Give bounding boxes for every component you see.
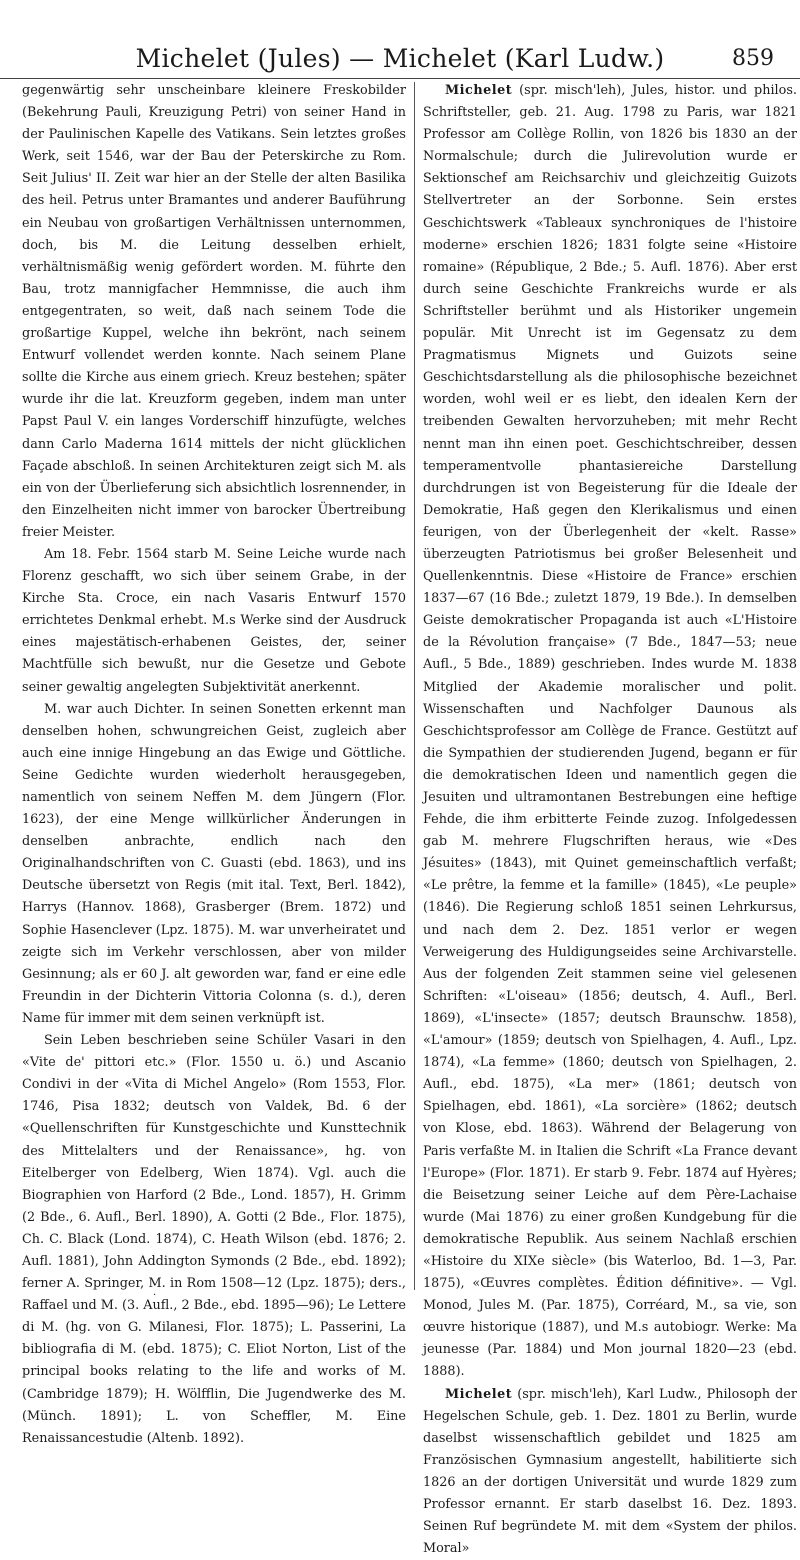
running-head: Michelet (Jules) — Michelet (Karl Ludw.) bbox=[135, 44, 665, 73]
left-column bbox=[22, 80, 406, 1446]
entry-text-michelet-karl: (spr. misch'leh), Karl Ludw., Philosoph der Hegelschen Schule, geb. 1. Dez. 1801 zu Berlin, wurde daselbst wissenschaftlich gebildet und 1825 am Französischen Gymnasium angestellt, habilitierte sich 1826 an der dortigen Universität und wurde 1829 zum Professor ernannt. Er starb daselbst 16. Dez. 1893. Seinen Ruf begründete M. mit dem «System der philos. Moral» bbox=[423, 1386, 797, 1557]
entry-michelet-jules bbox=[423, 80, 797, 1384]
page-number: 859 bbox=[732, 46, 774, 71]
left-paragraph-bibliography: Sein Leben beschrieben seine Schüler Vasari in den «Vite de' pittori etc.» (Flor. 1550 u. ö.) und Ascanio Condivi in der «Vita di Michel Angelo» (Rom 1553, Flor. 1746, Pisa 1832; deutsch von Valdek, Bd. 6 der «Quellenschriften für Kunstgeschichte und Kunsttechnik des Mittelalters und der Renaissance», hg. von Eitelberger von Edelberg, Wien 1874). Vgl. auch die Biographien von Harford (2 Bde., Lond. 1857), H. Grimm (2 Bde., 6. Aufl., Berl. 1890), A. Gotti (2 Bde., Flor. 1875), Ch. C. Black (Lond. 1874), C. Heath Wilson (ebd. 1876; 2. Aufl. 1881), John Addington Symonds (2 Bde., ebd. 1892); ferner A. Springer, M. in Rom 1508—12 (Lpz. 1875); ders., Raffael und M. (3. Aufl., 2 Bde., ebd. 1895—96); Le Lettere di M. (hg. von G. Milanesi, Flor. 1875); L. Passerini, La bibliografia di M. (ebd. 1875); C. Eliot Norton, List of the principal books relating to the life and works of M. (Cambridge 1879); H. Wölfflin, Die Jugendwerke des M. (Münch. 1891); L. von Scheffler, M. Eine Renaissancestudie (Altenb. 1892). bbox=[22, 1033, 406, 1446]
entry-text-michelet-jules: (spr. misch'leh), Jules, histor. und philos. Schriftsteller, geb. 21. Aug. 1798 zu Paris, war 1821 Professor am Collège Rollin, von 1826 bis 1830 an der Normalschule; durch die Julirevolution wurde er Sektionschef am Reichsarchiv und gleichzeitig Guizots Stellvertreter an der Sorbonne. Sein erstes Geschichtswerk «Tableaux synchroniques de l'histoire moderne» erschien 1826; 1831 folgte seine «Histoire romaine» (République, 2 Bde.; 5. Aufl. 1876). Aber erst durch seine Geschichte Frankreichs wurde er als Schriftsteller berühmt und als Historiker ungemein populär. Mit Unrecht ist im Gegensatz zu dem Pragmatismus Mignets und Guizots seine Geschichtsdarstellung als die philosophische bezeichnet worden, wohl weil er es liebt, den idealen Kern der treibenden Gewalten hervorzuheben; mit mehr Recht nennt man ihn einen poet. Geschichtschreiber, dessen temperamentvolle phantasiereiche Darstellung durchdrungen ist von Begeisterung für die Ideale der Demokratie, Haß gegen den Klerikalismus und einen feurigen, von der Überlegenheit der «kelt. Rasse» überzeugten Patriotismus bei großer Belesenheit und Quellenkenntnis. Diese «Histoire de France» erschien 1837—67 (16 Bde.; zuletzt 1879, 19 Bde.). In demselben Geiste demokratischer Propaganda ist auch «L'Histoire de la Révolution française» (7 Bde., 1847—53; neue Aufl., 5 Bde., 1889) geschrieben. Indes wurde M. 1838 Mitglied der Akademie moralischer und polit. Wissenschaften und Nachfolger Daunous als Geschichtsprofessor am Collège de France. Gestützt auf die Sympathien der studierenden Jugend, begann er für die demokratischen Ideen und namentlich gegen die Jesuiten und ultramontanen Bestrebungen eine heftige Fehde, die ihm erbitterte Feinde zuzog. Infolgedessen gab M. mehrere Flugschriften heraus, wie «Des Jésuites» (1843), mit Quinet gemeinschaftlich verfaßt; «Le prêtre, la femme et la famille» (1845), «Le peuple» (1846). Die Regierung schloß 1851 seinen Lehrkursus, und nach dem 2. Dez. 1851 verlor er wegen Verweigerung des Huldigungseides seine Archivarstelle. Aus der folgenden Zeit stammen seine viel gelesenen Schriften: «L'oiseau» (1856; deutsch, 4. Aufl., Berl. 1869), «L'insecte» (1857; deutsch Braunschw. 1858), «L'amour» (1859; deutsch von Spielhagen, 4. Aufl., Lpz. 1874), «La femme» (1860; deutsch von Spielhagen, 2. Aufl., ebd. 1875), «La mer» (1861; deutsch von Spielhagen, ebd. 1861), «La sorcière» (1862; deutsch von Klose, ebd. 1863). Während der Belagerung von Paris verfaßte M. in Italien die Schrift «La France devant l'Europe» (Flor. 1871). Er starb 9. Febr. 1874 auf Hyères; die Beisetzung seiner Leiche auf dem Père-Lachaise wurde (Mai 1876) zu einer großen Kundgebung für die demokratische Republik. Aus seinem Nachlaß erschien «Histoire du XIXe siècle» (bis Waterloo, Bd. 1—3, Par. 1875), «Œuvres complètes. Édition définitive». — Vgl. Monod, Jules M. (Par. 1875), Corréard, M., sa vie, son œuvre historique (1887), und M.s autobiogr. Werke: Ma jeunesse (Par. 1884) und Mon journal 1820—23 (ebd. 1888). bbox=[423, 83, 797, 1380]
page-header bbox=[0, 38, 800, 79]
headword-michelet-karl: Michelet bbox=[445, 1386, 513, 1402]
left-paragraph-continuation: gegenwärtig sehr unscheinbare kleinere Freskobilder (Bekehrung Pauli, Kreuzigung Petri) von seiner Hand in der Paulinischen Kapelle des Vatikans. Sein letztes großes Werk, seit 1546, war der Bau der Peterskirche zu Rom. Seit Julius' II. Zeit war hier an der Stelle der alten Basilika des heil. Petrus unter Bramantes und anderer Bauführung ein Neubau von großartigen Verhältnissen unternommen, doch, bis M. die Leitung desselben erhielt, verhältnismäßig wenig gefördert worden. M. führte den Bau, trotz mannigfacher Hemmnisse, die auch ihm entgegentraten, so weit, daß nach seinem Tode die großartige Kuppel, welche ihn bekrönt, nach seinem Entwurf vollendet werden konnte. Nach seinem Plane sollte die Kirche aus einem griech. Kreuz bestehen; später wurde ihr die lat. Kreuzform gegeben, indem man unter Papst Paul V. ein langes Vorderschiff hinzufügte, welches dann Carlo Maderna 1614 mittels der nicht glücklichen Façade abschloß. In seinen Architekturen zeigt sich M. als ein von der Überlieferung sich absichtlich losrennender, in den Einzelheiten nicht immer von barocker Übertreibung freier Meister. bbox=[22, 83, 406, 540]
left-paragraph-poetry: M. war auch Dichter. In seinen Sonetten erkennt man denselben hohen, schwungreichen Geist, zugleich aber auch eine innige Hingebung an das Ewige und Göttliche. Seine Gedichte wurden wiederholt herausgegeben, namentlich von seinem Neffen M. dem Jüngern (Flor. 1623), der eine Menge willkürlicher Änderungen in denselben anbrachte, endlich nach den Originalhandschriften von C. Guasti (ebd. 1863), und ins Deutsche übersetzt von Regis (mit ital. Text, Berl. 1842), Harrys (Hannov. 1868), Grasberger (Brem. 1872) und Sophie Hasenclever (Lpz. 1875). M. war unverheiratet und zeigte sich im Verkehr verschlossen, aber von milder Gesinnung; als er 60 J. alt geworden war, fand er eine edle Freundin in der Dichterin Vittoria Colonna (s. d.), deren Name für immer mit dem seinen verknüpft ist. bbox=[22, 701, 406, 1026]
print-speck: · bbox=[153, 1290, 157, 1301]
headword-michelet-jules: Michelet bbox=[445, 83, 513, 98]
right-column bbox=[423, 80, 797, 1557]
column-divider bbox=[414, 82, 415, 1290]
left-paragraph-death: Am 18. Febr. 1564 starb M. Seine Leiche wurde nach Florenz geschafft, wo sich über seinem Grabe, in der Kirche Sta. Croce, ein nach Vasaris Entwurf 1570 errichtetes Denkmal erhebt. M.s Werke sind der Ausdruck eines majestätisch-erhabenen Geistes, der, seiner Machtfülle sich bewußt, nur die Gesetze und Gebote seiner gewaltig angelegten Subjektivität anerkennt. bbox=[22, 546, 406, 695]
entry-michelet-karl bbox=[423, 1384, 797, 1560]
